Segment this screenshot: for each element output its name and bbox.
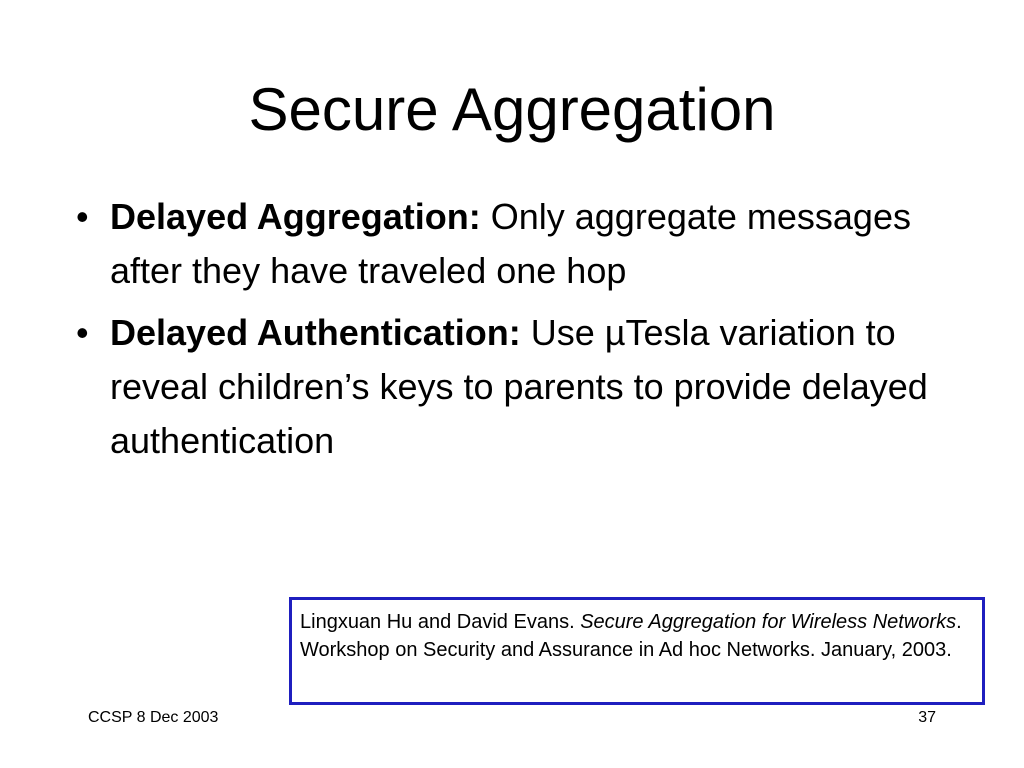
- bullet-text: Only aggregate messages after they have traveled one hop: [110, 196, 911, 291]
- footer-label: CCSP 8 Dec 2003: [88, 709, 219, 726]
- slide-title: Secure Aggregation: [248, 76, 776, 143]
- bullet-delayed-authentication: [76, 306, 936, 468]
- bullet-delayed-aggregation: [76, 190, 936, 298]
- citation-box: [289, 597, 985, 705]
- bullet-marker: •: [76, 312, 89, 353]
- bullet-heading: Delayed Aggregation:: [110, 196, 481, 237]
- bullet-marker: •: [76, 196, 89, 237]
- page-number: 37: [918, 709, 936, 726]
- citation-paper-title: Secure Aggregation for Wireless Networks: [580, 611, 957, 633]
- bullet-heading: Delayed Authentication:: [110, 312, 521, 353]
- bullet-list: [76, 190, 936, 476]
- citation-venue: . Workshop on Security and Assurance in Ad hoc Networks. January, 2003.: [300, 611, 962, 661]
- citation-authors: Lingxuan Hu and David Evans.: [300, 611, 581, 633]
- bullet-text: Use µTesla variation to reveal children’s keys to parents to provide delayed authentication: [110, 312, 928, 461]
